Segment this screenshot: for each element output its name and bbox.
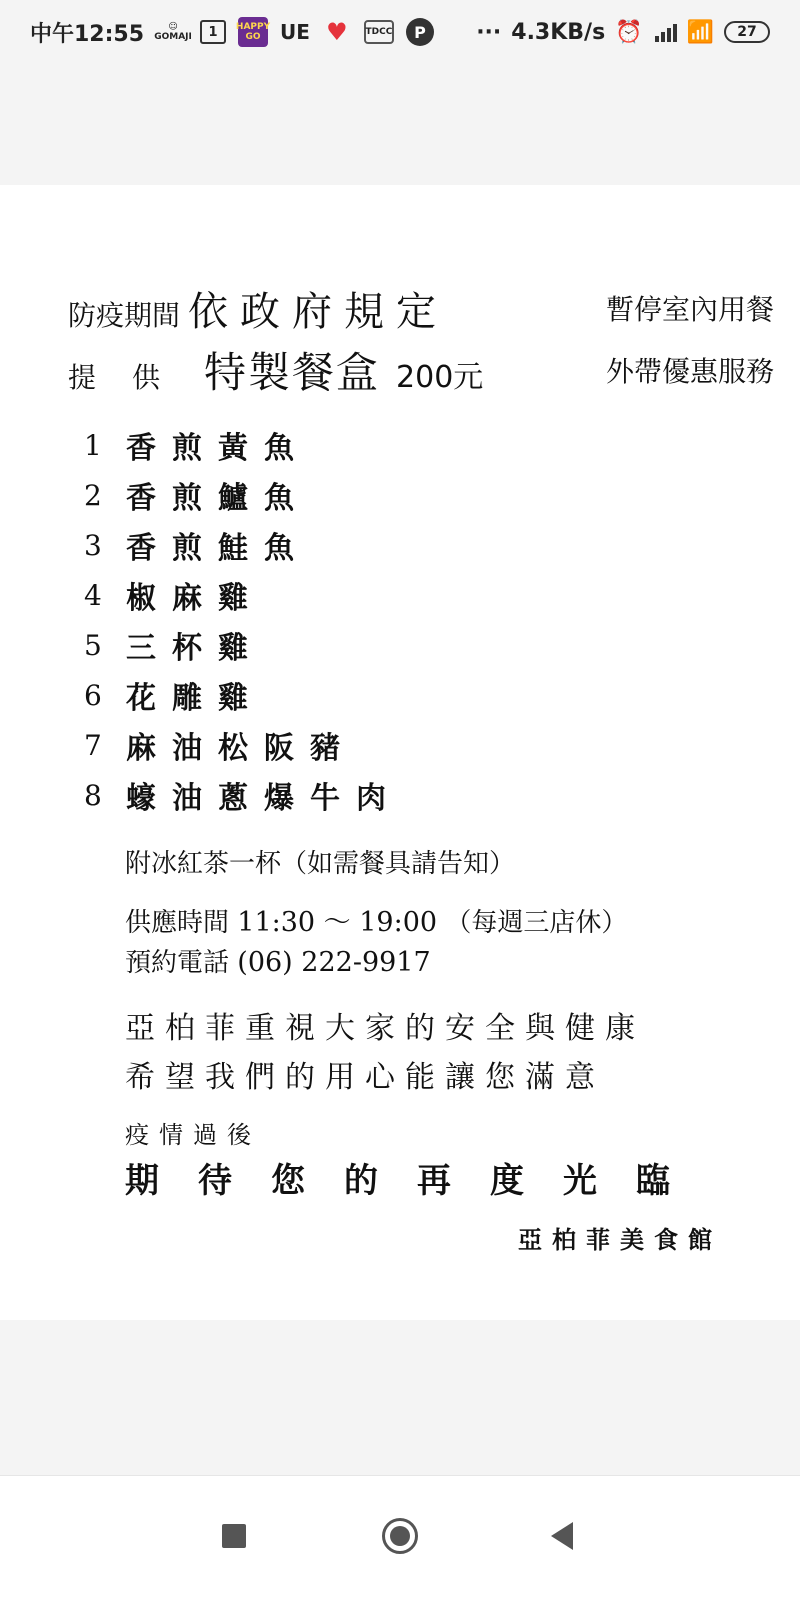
slogan-safety: 亞柏菲重視大家的安全與健康 (125, 1011, 645, 1046)
back-triangle-icon (551, 1522, 573, 1550)
menu-item (84, 470, 402, 520)
poster-image[interactable] (0, 185, 800, 1320)
menu-dish: 麻油松阪豬 (126, 731, 356, 766)
menu-item (84, 570, 402, 620)
alarm-icon: ⏰ (615, 19, 643, 45)
header-government-rule: 依政府規定 (188, 289, 449, 335)
signal-icon (653, 22, 677, 42)
after-pandemic: 疫情過後 (125, 1121, 261, 1149)
menu-number: 1 (84, 428, 102, 462)
status-bar (0, 0, 800, 64)
menu-list (84, 420, 402, 820)
header-takeout: 外帶優惠服務 (606, 355, 775, 388)
menu-item (84, 670, 402, 720)
menu-number: 5 (84, 628, 102, 662)
menu-dish: 香煎黃魚 (126, 431, 310, 466)
header-line-1 (68, 280, 775, 337)
menu-number: 6 (84, 678, 102, 712)
header-offer: 提供 (68, 361, 197, 394)
meal-box-price: 200元 (396, 360, 484, 395)
slogan-satisfaction: 希望我們的用心能讓您滿意 (125, 1060, 605, 1095)
gomaji-icon: ☺ GOMAJI (154, 22, 192, 42)
menu-item (84, 770, 402, 820)
hours-label: 供應時間 (125, 908, 230, 938)
menu-dish: 香煎鮭魚 (126, 531, 310, 566)
closed-day: （每週三店休） (445, 908, 628, 938)
network-speed: 4.3KB/s (511, 19, 606, 45)
header-pandemic: 防疫期間 (68, 299, 181, 332)
menu-item (84, 620, 402, 670)
menu-number: 3 (84, 528, 102, 562)
meal-box-title: 特製餐盒 (204, 348, 381, 397)
phone-number: (06) 222-9917 (237, 947, 431, 978)
home-button[interactable] (370, 1506, 430, 1566)
header-no-dine-in: 暫停室內用餐 (606, 293, 775, 326)
menu-dish: 椒麻雞 (126, 581, 264, 616)
calendar-icon: 1 (200, 20, 226, 44)
battery-icon: 27 (724, 21, 770, 43)
menu-dish: 香煎鱸魚 (126, 481, 310, 516)
menu-number: 2 (84, 478, 102, 512)
tea-note: 附冰紅茶一杯（如需餐具請告知） (125, 849, 516, 879)
service-hours (125, 900, 627, 939)
reservation-phone (125, 942, 431, 979)
recent-apps-button[interactable] (204, 1506, 264, 1566)
hours-value: 11:30 ～ 19:00 (237, 907, 438, 938)
more-notifications-icon: ··· (476, 19, 502, 45)
square-icon (222, 1524, 246, 1548)
tdcc-icon: TDCC (364, 20, 394, 44)
menu-dish: 三杯雞 (126, 631, 264, 666)
menu-item (84, 420, 402, 470)
phone-label: 預約電話 (125, 948, 230, 978)
welcome-back: 期待您的再度光臨 (125, 1161, 709, 1201)
heart-app-icon: ♥ (326, 18, 348, 46)
navigation-bar (0, 1475, 800, 1601)
menu-dish: 蠔油蔥爆牛肉 (126, 781, 402, 816)
menu-item (84, 520, 402, 570)
menu-number: 7 (84, 728, 102, 762)
restaurant-signature: 亞柏菲美食館 (518, 1226, 722, 1254)
menu-number: 4 (84, 578, 102, 612)
menu-item (84, 720, 402, 770)
happygo-icon: HAPPY GO (238, 17, 268, 47)
parking-icon: P (406, 18, 434, 46)
ue-icon: UE (280, 20, 310, 44)
header-line-2 (68, 340, 775, 400)
home-circle-icon (382, 1518, 418, 1554)
clock: 中午12:55 (30, 21, 145, 47)
back-button[interactable] (532, 1506, 592, 1566)
status-right (466, 20, 770, 45)
menu-dish: 花雕雞 (126, 681, 264, 716)
menu-number: 8 (84, 778, 102, 812)
wifi-icon: 📶 (686, 19, 714, 45)
